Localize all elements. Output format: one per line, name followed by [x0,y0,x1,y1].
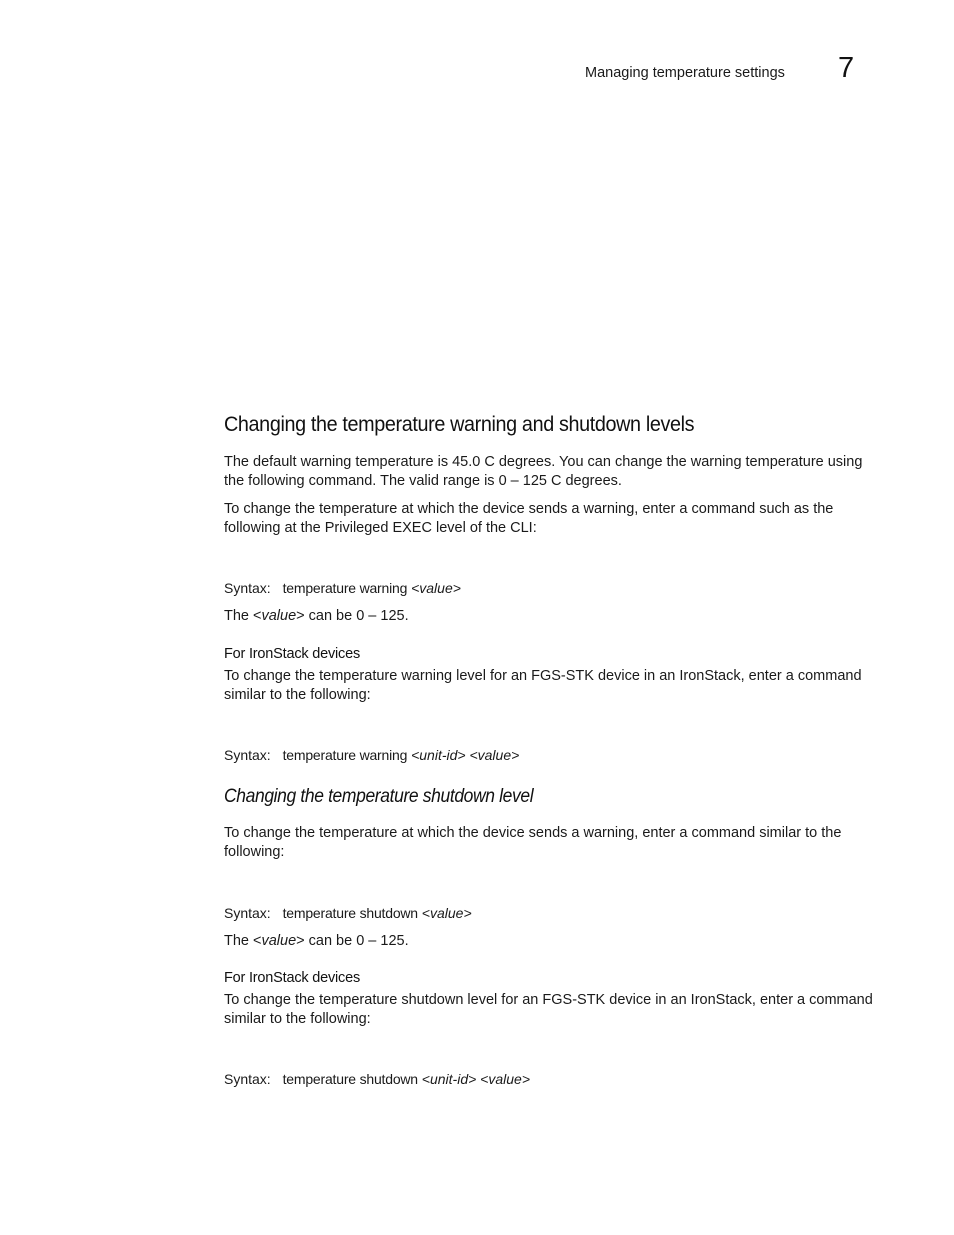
syntax-arg-value: <value> [469,747,520,763]
value-note-arg: value [261,933,297,949]
value-note-pre: The < [224,933,262,949]
syntax-label: Syntax: [224,747,271,763]
syntax-command: temperature warning [282,747,408,763]
syntax-command: temperature shutdown [282,905,418,921]
syntax-arg: <value> [421,905,472,921]
ironstack-heading: For IronStack devices [224,970,361,986]
syntax-label: Syntax: [224,905,271,921]
value-note-arg: value [261,608,297,624]
subsection-heading: Changing the temperature shutdown level [224,786,534,807]
syntax-command: temperature shutdown [282,1071,418,1087]
shutdown-intro-paragraph: To change the temperature at which the device sends a warning, enter a command similar to the following: [224,825,842,860]
syntax-arg-value: <value> [480,1071,530,1087]
value-note-post: > can be 0 – 125. [296,933,409,949]
value-note [224,607,874,626]
syntax-label: Syntax: [224,1071,271,1087]
value-note-pre: The < [224,608,262,624]
syntax-arg: <value> [411,580,461,596]
syntax-command: temperature warning [282,580,408,596]
shutdown-value-note [224,932,874,951]
intro-paragraph-1: The default warning temperature is 45.0 C degrees. You can change the warning temperature using the following command. The valid range is 0 – 125 C degrees. [224,454,863,489]
ironstack-shutdown-paragraph: To change the temperature shutdown level for an FGS-STK device in an IronStack, enter a command similar to the following: [224,992,873,1027]
ironstack-heading: For IronStack devices [224,646,361,662]
ironstack-paragraph: To change the temperature warning level for an FGS-STK device in an IronStack, enter a command similar to the following: [224,668,862,703]
syntax-warning [224,580,461,596]
syntax-arg-unit-id: <unit-id> [421,1071,477,1087]
syntax-warning-unit [224,747,519,763]
section-heading: Changing the temperature warning and shutdown levels [224,412,695,436]
syntax-label: Syntax: [224,580,271,596]
chapter-number: 7 [838,52,855,84]
syntax-shutdown-unit [224,1071,530,1087]
value-note-post: > can be 0 – 125. [296,608,409,624]
intro-paragraph-2: To change the temperature at which the device sends a warning, enter a command such as the following at the Privileged EXEC level of the CLI: [224,501,834,536]
running-header-title: Managing temperature settings [585,65,785,81]
syntax-arg-unit-id: <unit-id> [411,747,466,763]
syntax-shutdown [224,905,472,921]
